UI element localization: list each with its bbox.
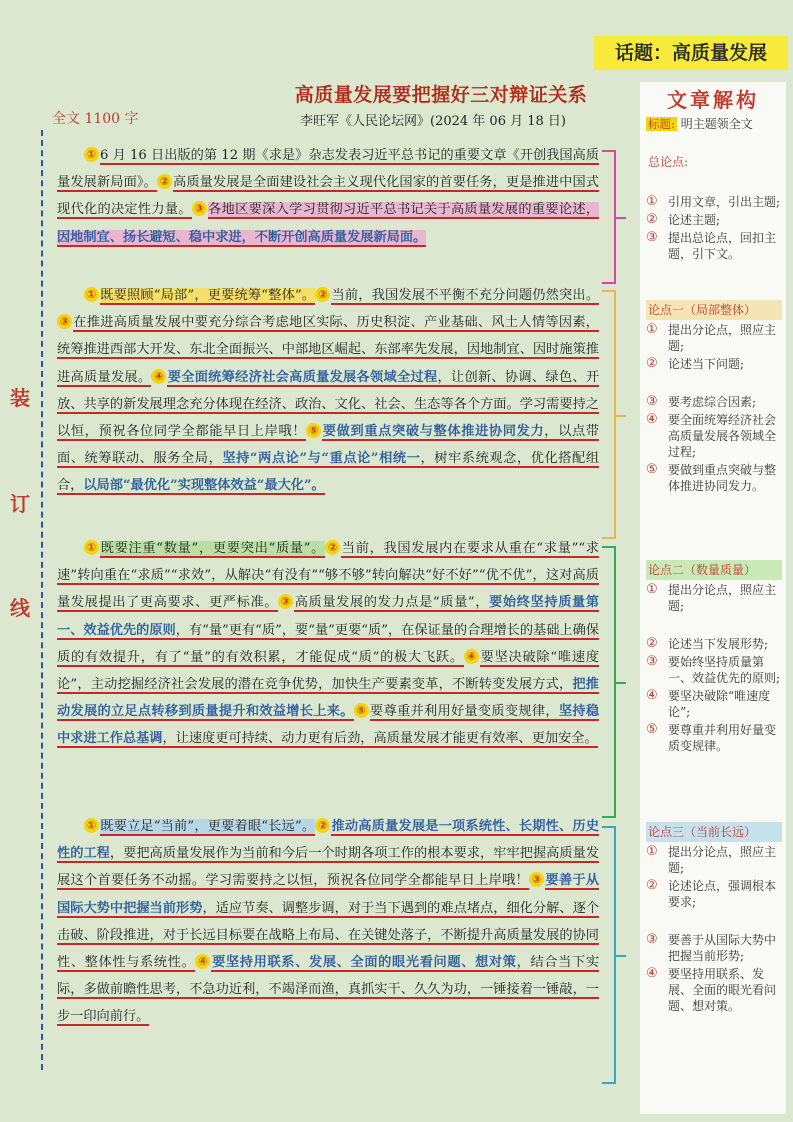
sentence-number-marker: ② (315, 818, 330, 833)
sentence-number-marker: ④ (151, 369, 166, 384)
key-phrase: 因地制宜、扬长避短、稳中求进，不断开创高质量发展新局面。 (57, 229, 427, 245)
item-text: 提出分论点，照应主题; (668, 323, 777, 353)
sentence-text: 要坚决破除“唯速度论”，主动挖掘经济社会发展的潜在竞争优势，加快生产要素变革，不断转变发展方式， (57, 649, 599, 693)
key-phrase: 以局部“最优化”实现整体效益“最大化”。 (83, 478, 325, 494)
sentence-text: 既要照顾“局部”，更要统筹“整体”。 (100, 288, 316, 303)
binding-dashed-line (41, 130, 43, 1070)
item-text: 要始终坚持质量第一、效益优先的原则; (668, 655, 781, 685)
article-body (57, 142, 599, 1069)
item-text: 论述主题; (668, 213, 721, 227)
item-text: 提出总论点，回扣主题，引下文。 (668, 231, 777, 261)
item-number: ② (646, 878, 658, 893)
item-number: ② (646, 212, 658, 227)
analysis-item (646, 932, 782, 964)
bracket-argument-2 (602, 546, 616, 818)
item-text: 论述当下问题; (668, 357, 745, 371)
analysis-item (646, 462, 782, 494)
title-tag-text: 明主题领全文 (680, 117, 753, 131)
sentence-text: ，有“量”更有“质”，要“量”更要“质”，在保证量的合理增长的基础上确保质的有效提升，有了“量”的有效积累，才能促成“质”的极大飞跃。 (57, 622, 600, 665)
section-head-point-2: 论点二（数量质量） (646, 560, 782, 580)
sentence-number-marker: ⑤ (354, 703, 369, 718)
binding-char: 线 (10, 596, 30, 620)
sentence-number-marker: ③ (278, 594, 293, 609)
item-number: ③ (646, 230, 658, 245)
key-phrase: 要坚持用联系、发展、全面的眼光看问题、想对策 (211, 955, 517, 971)
key-phrase: 要做到重点突破与整体推进协同发力 (322, 424, 545, 440)
sentence-number-marker: ② (315, 287, 330, 302)
analysis-item (646, 966, 782, 1014)
item-number: ② (646, 356, 658, 371)
title-tag: 标题: (648, 117, 675, 131)
item-text: 论述论点，强调根本要求; (668, 879, 777, 909)
article-title: 高质量发展要把握好三对辩证关系 (294, 84, 588, 106)
sentence-number-marker: ② (157, 174, 172, 189)
paragraph-argument-2 (57, 535, 599, 813)
sentence-number-marker: ③ (192, 201, 207, 216)
panel-title: 文章解构 (667, 88, 759, 112)
analysis-item (646, 194, 782, 210)
sentence-text: ，树牢系统观念，优化搭配组合， (57, 451, 600, 494)
sentence-text: 当前，我国发展内在要求从重在“求量”“求速”转向重在“求质”“求效”，从解决“有没有”“够不够”转向解决“好不好”“优不优”，这对高质量发展提出了更高要求、更严标准。 (57, 541, 599, 611)
sentence-number-marker: ① (84, 287, 99, 302)
sentence-number-marker: ① (84, 147, 99, 162)
key-phrase: 推动高质量发展是一项系统性、长期性、历史性的工程 (57, 819, 600, 862)
sentence-text: ，适应节奏、调整步调，对于当下遇到的难点堵点，细化分解、逐个击破、阶段推进，对于长远目标要在战略上布局、在关键处落子，不断提升高质量发展的协同性、整体性与系统性。 (57, 900, 600, 971)
item-number: ① (646, 844, 658, 859)
analysis-item (646, 878, 782, 910)
bracket-argument-3 (602, 826, 616, 1084)
analysis-item (646, 322, 782, 354)
key-phrase: 要全面统筹经济社会高质量发展各领域全过程 (167, 369, 438, 385)
paragraph-intro (57, 142, 599, 282)
sentence-number-marker: ② (325, 540, 340, 555)
section-items-point-1 (646, 322, 782, 496)
analysis-item (646, 582, 782, 614)
analysis-item (646, 230, 782, 262)
item-text: 提出分论点，照应主题; (668, 845, 777, 875)
sentence-text: 高质量发展的发力点是“质量”， (294, 595, 490, 611)
sentence-text: 高质量发展是全面建设社会主义现代化国家的首要任务，更是推进中国式现代化的决定性力量。 (57, 175, 599, 218)
analysis-item (646, 654, 782, 686)
sentence-text: ，以点带面、统筹联动、服务全局， (57, 424, 600, 467)
sentence-number-marker: ③ (529, 872, 544, 887)
analysis-item (646, 212, 782, 228)
item-number: ① (646, 194, 658, 209)
analysis-item (646, 722, 782, 754)
key-phrase: 既要立足“当前”，更要着眼“长远”。 (100, 819, 316, 834)
sentence-text: ，结合当下实际，多做前瞻性思考，不急功近利，不竭泽而渔，真抓实干、久久为功，一锤接着一锤敲，一步一印向前行。 (57, 955, 600, 1025)
item-number: ④ (646, 966, 658, 981)
analysis-item (646, 412, 782, 460)
item-text: 提出分论点，照应主题; (668, 583, 777, 613)
item-text: 要坚决破除“唯速度论”; (668, 689, 771, 719)
sentence-number-marker: ⑤ (306, 423, 321, 438)
sentence-text: 各地区要深入学习贯彻习近平总书记关于高质量发展的重要论述， (207, 202, 600, 218)
sentence-number-marker: ① (84, 540, 99, 555)
sentence-text: 既要注重“数量”，更要突出“质量”。 (100, 541, 326, 556)
sentence-text: ，让速度更可持续、动力更有后劲，高质量发展才能更有效率、更加安全。 (162, 731, 598, 747)
item-number: ① (646, 582, 658, 597)
word-count: 全文 1100 字 (52, 111, 139, 127)
key-phrase: 要善于从国际大势中把握当前形势 (57, 873, 600, 916)
analysis-item (646, 688, 782, 720)
analysis-item (646, 394, 782, 410)
item-text: 要全面统筹经济社会高质量发展各领域全过程; (668, 413, 777, 459)
sentence-number-marker: ④ (464, 649, 479, 664)
item-number: ⑤ (646, 462, 658, 477)
key-phrase: 坚持“两点论”与“重点论”相统一 (222, 451, 421, 467)
bracket-argument-1 (602, 290, 616, 539)
panel-title-row (646, 116, 753, 132)
key-phrase: 把推动发展的立足点转移到质量提升和效益增长上来。 (57, 677, 599, 720)
analysis-item (646, 356, 782, 372)
item-number: ① (646, 322, 658, 337)
key-phrase: 坚持稳中求进工作总基调 (57, 704, 600, 747)
binding-char: 订 (10, 492, 30, 516)
item-number: ③ (646, 394, 658, 409)
sentence-text: 要尊重并利用好量变质变规律， (369, 704, 559, 720)
sentence-text: ，要把高质量发展作为当前和今后一个时期各项工作的根本要求，牢牢把握高质量发展这个首要任务不动摇。学习需要持之以恒，预祝各位同学全都能早日上岸哦！ (57, 846, 600, 889)
article-byline: 李旺军《人民论坛网》(2024 年 06 月 18 日) (300, 114, 566, 129)
sentence-text: 在推进高质量发展中要充分综合考虑地区实际、历史积淀、产业基础、风土人情等因素，统筹推进西部大开发、东北全面振兴、中部地区崛起、东部率先发展，因地制宜、因时施策推进高质量发展。 (57, 315, 599, 385)
item-number: ④ (646, 688, 658, 703)
analysis-item (646, 844, 782, 876)
paragraph-argument-3 (57, 813, 599, 1069)
item-number: ④ (646, 412, 658, 427)
paragraph-argument-1 (57, 282, 599, 535)
item-text: 要坚持用联系、发展、全面的眼光看问题、想对策。 (668, 967, 777, 1013)
sentence-text: 6 月 16 日出版的第 12 期《求是》杂志发表习近平总书记的重要文章《开创我国高质量发展新局面》。 (57, 148, 599, 191)
key-phrase: 要始终坚持质量第一、效益优先的原则 (57, 595, 600, 638)
item-text: 论述当下发展形势; (668, 637, 769, 651)
item-number: ③ (646, 932, 658, 947)
section-head-point-1: 论点一（局部整体） (646, 300, 782, 320)
item-number: ② (646, 636, 658, 651)
section-head-point-3: 论点三（当前长远） (646, 822, 782, 842)
bracket-intro (602, 150, 616, 284)
section-items-general (646, 172, 782, 264)
sentence-text: 当前，我国发展不平衡不充分问题仍然突出。 (331, 288, 600, 303)
sentence-number-marker: ④ (195, 954, 210, 969)
analysis-item (646, 636, 782, 652)
item-text: 引用文章，引出主题; (668, 195, 781, 209)
item-text: 要善于从国际大势中把握当前形势; (668, 933, 777, 963)
sentence-text: ，让创新、协调、绿色、开放、共享的新发展理念充分体现在经济、政治、文化、社会、生态等各个方面。学习需要持之以恒，预祝各位同学全都能早日上岸哦！ (57, 369, 600, 440)
section-items-point-3 (646, 844, 782, 1016)
item-text: 要做到重点突破与整体推进协同发力。 (668, 463, 777, 493)
item-number: ③ (646, 654, 658, 669)
section-items-point-2 (646, 582, 782, 756)
sentence-number-marker: ③ (57, 314, 72, 329)
item-number: ⑤ (646, 722, 658, 737)
sentence-number-marker: ① (84, 818, 99, 833)
binding-char: 装 (10, 386, 30, 410)
section-head-general: 总论点: (648, 155, 689, 169)
topic-banner: 话题：高质量发展 (594, 36, 788, 70)
item-text: 要尊重并利用好量变质变规律。 (668, 723, 777, 753)
structure-panel (640, 82, 786, 1114)
item-text: 要考虑综合因素; (668, 395, 757, 409)
